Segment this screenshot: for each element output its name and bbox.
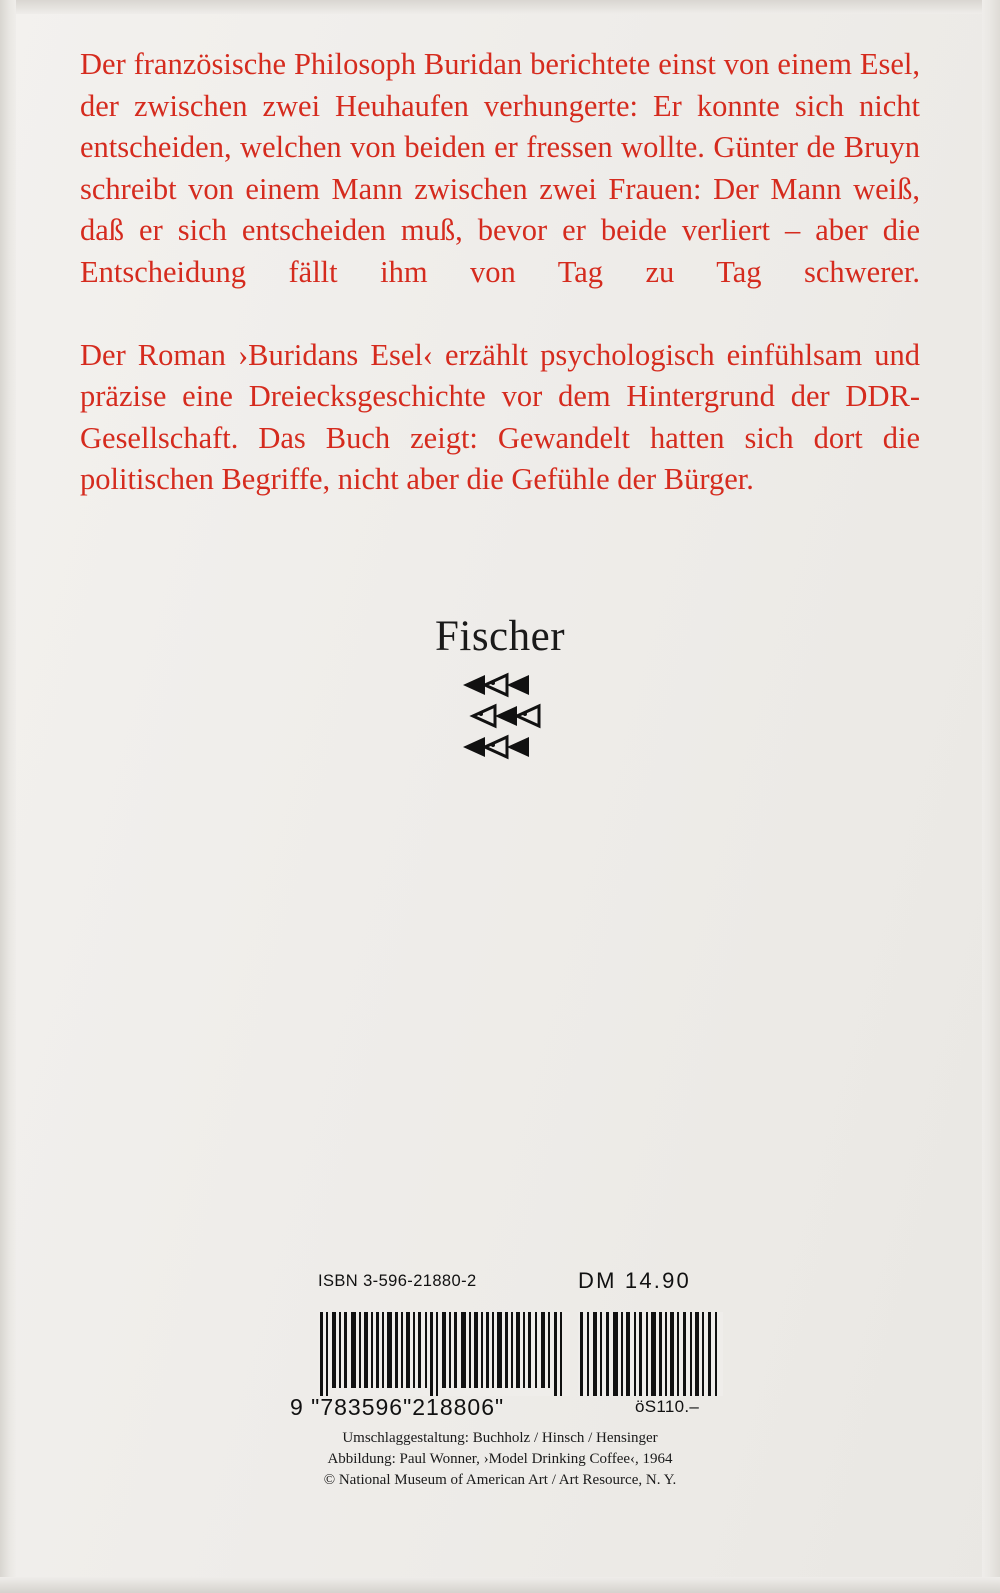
barcode-digits: 9 "783596"218806" <box>290 1394 505 1420</box>
blurb-paragraph-2: Der Roman ›Buridans Esel‹ erzählt psychologisch einfühlsam und präzise eine Dreiecksgeschichte vor dem Hintergrund der DDR-Gesellschaft. Das Buch zeigt: Gewandelt hatten sich dort die politischen Begriffe, nicht aber die Gefühle der Bürger. <box>80 337 920 496</box>
cover-credits <box>0 1428 1000 1491</box>
paper-edge-bottom <box>0 1577 1000 1593</box>
credit-line-1: Umschlaggestaltung: Buchholz / Hinsch / Hensinger <box>342 1430 658 1446</box>
price-dm: DM 14.90 <box>578 1268 691 1293</box>
publisher-name: Fischer <box>434 613 566 660</box>
barcode-ean13 <box>318 1312 570 1401</box>
paper-edge-right <box>982 0 1000 1593</box>
paper-edge-top <box>0 0 1000 14</box>
credit-line-3: © National Museum of American Art / Art Resource, N. Y. <box>323 1472 677 1488</box>
barcode-addon-price <box>578 1312 723 1401</box>
blurb-text <box>80 44 920 501</box>
paper-edge-left <box>0 0 16 1593</box>
blurb-paragraph-1: Der französische Philosoph Buridan berichtete einst von einem Esel, der zwischen zwei Heuhaufen verhungerte: Er konnte sich nicht entscheiden, welchen von beiden er fressen wollte. Günter de Bruyn schreibt von einem Mann zwischen zwei Frauen: Der Mann weiß, daß er sich entscheiden muß, bevor er beide verliert – aber die Entscheidung fällt ihm von Tag zu Tag schwerer. <box>80 47 920 289</box>
isbn-label: ISBN 3-596-21880-2 <box>318 1272 477 1290</box>
fischer-fish-logo-icon <box>455 671 545 766</box>
publisher-block <box>0 612 1000 766</box>
credit-line-2: Abbildung: Paul Wonner, ›Model Drinking Coffee‹, 1964 <box>327 1451 673 1467</box>
price-os: öS110.– <box>635 1397 700 1416</box>
